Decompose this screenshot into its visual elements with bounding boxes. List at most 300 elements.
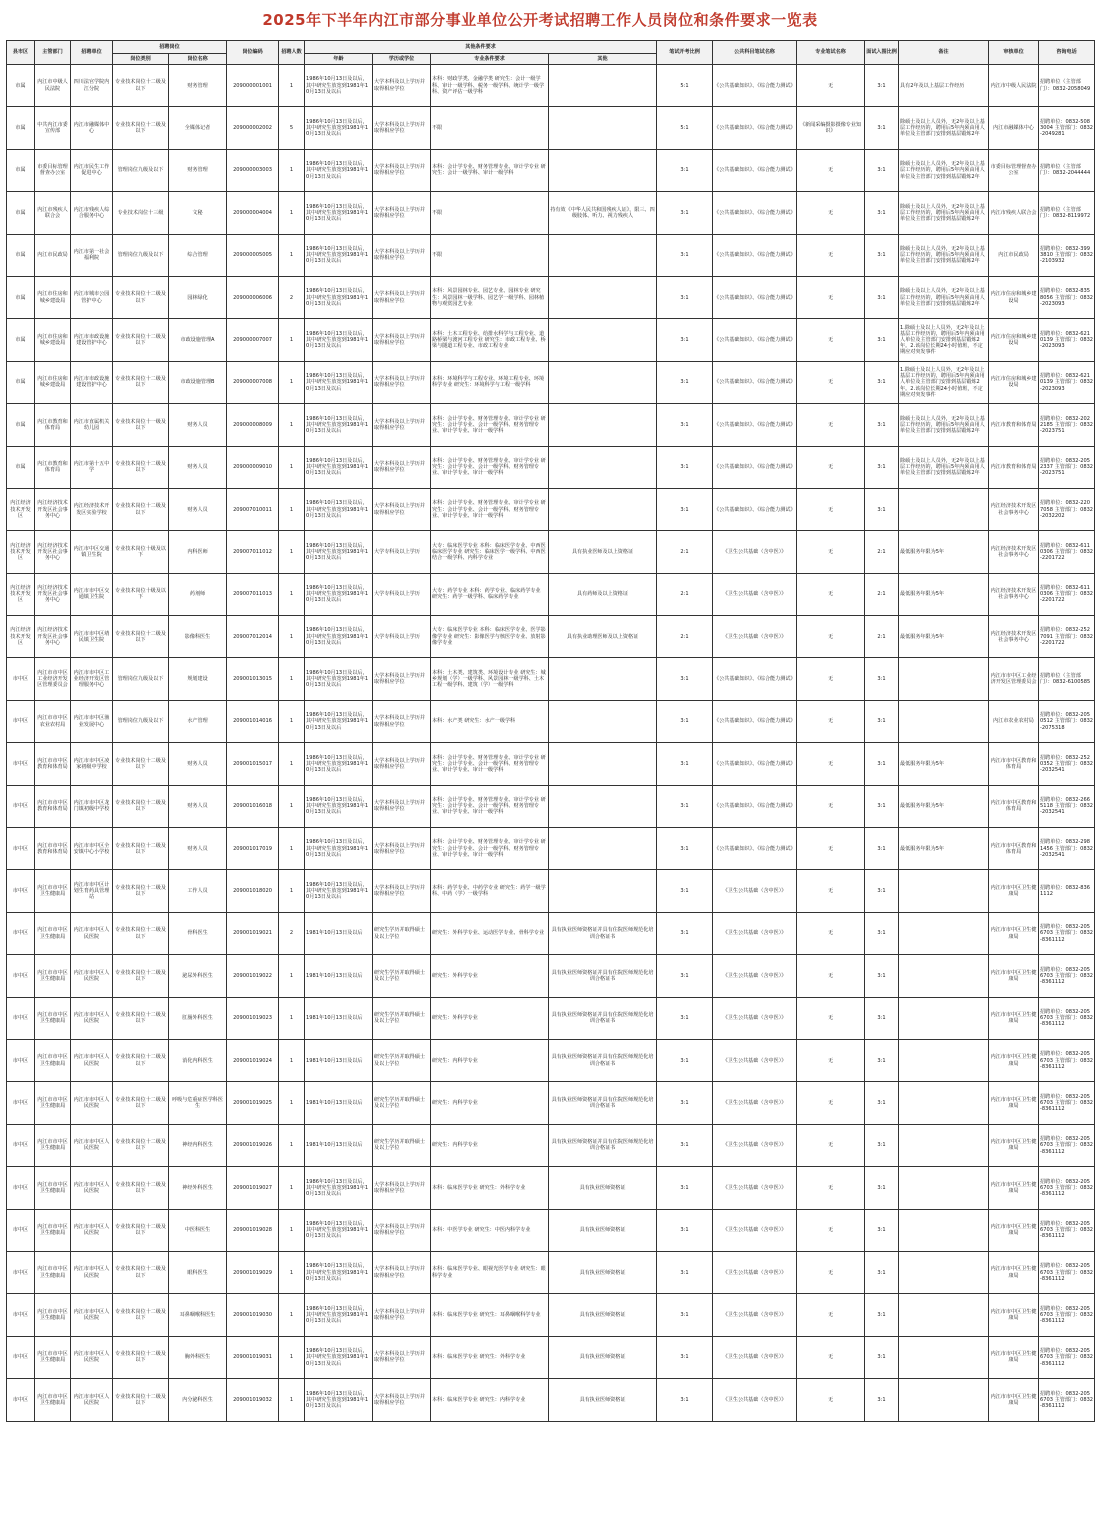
header-unit: 招聘单位 bbox=[71, 41, 113, 65]
cell-unit: 内江市民生工作促进中心 bbox=[71, 149, 113, 191]
table-row bbox=[7, 1251, 1095, 1293]
cell-age: 1986年10月13日及以后，其中研究生放宽到1981年10月13日及以后 bbox=[305, 743, 373, 785]
cell-prof: 无 bbox=[797, 361, 865, 403]
cell-age: 1986年10月13日及以后，其中研究生放宽到1981年10月13日及以后 bbox=[305, 149, 373, 191]
cell-edu: 大学本科及以上学历并取得相应学位 bbox=[373, 361, 431, 403]
cell-ratio: 3:1 bbox=[657, 870, 713, 912]
cell-dept: 中共内江市委宣传部 bbox=[35, 107, 71, 149]
cell-code: 209001019025 bbox=[227, 1082, 279, 1124]
cell-dept: 内江市教育和体育局 bbox=[35, 446, 71, 488]
cell-dept: 内江市市中区工业经济开发区管理委员会 bbox=[35, 658, 71, 700]
cell-phone: 招聘单位：0832-6110306 主管部门：0832-2201722 bbox=[1039, 573, 1095, 615]
cell-post-type: 专业技术岗位十二级及以下 bbox=[113, 65, 169, 107]
cell-code: 209007011013 bbox=[227, 573, 279, 615]
cell-code: 209001019031 bbox=[227, 1336, 279, 1378]
cell-post-type: 专业技术岗位十二级及以下 bbox=[113, 1251, 169, 1293]
header-phone: 咨询电话 bbox=[1039, 41, 1095, 65]
recruitment-table bbox=[6, 40, 1095, 1422]
cell-post-type: 专业技术岗位十二级及以下 bbox=[113, 446, 169, 488]
cell-dept: 内江市市中区卫生健康局 bbox=[35, 1294, 71, 1336]
cell-post-type: 专业技术岗位十级及以下 bbox=[113, 531, 169, 573]
cell-prof: 无 bbox=[797, 1039, 865, 1081]
cell-num: 2 bbox=[279, 912, 305, 954]
cell-phone: 招聘单位：0832-2052337 主管部门：0832-2023751 bbox=[1039, 446, 1095, 488]
cell-num: 1 bbox=[279, 828, 305, 870]
cell-code: 209007010011 bbox=[227, 488, 279, 530]
cell-remark: 除硕士及以上人员外，无2年及以上基层工作经历的，聘用后5年内须由用人单位及主管部门安排到基层锻炼2年 bbox=[899, 276, 989, 318]
cell-post-name: 神经内科医生 bbox=[169, 1124, 227, 1166]
cell-prof: 无 bbox=[797, 1209, 865, 1251]
cell-edu: 大学本科及以上学历并取得相应学位 bbox=[373, 828, 431, 870]
cell-dept: 内江市市中区教育和体育局 bbox=[35, 785, 71, 827]
cell-unit: 内江市市中区人民医院 bbox=[71, 1039, 113, 1081]
cell-edu: 研究生学历并取得硕士及以上学位 bbox=[373, 912, 431, 954]
cell-county: 市属 bbox=[7, 65, 35, 107]
cell-interview: 3:1 bbox=[865, 319, 899, 361]
cell-remark bbox=[899, 1039, 989, 1081]
table-row bbox=[7, 955, 1095, 997]
cell-post-type: 专业技术岗位十二级及以下 bbox=[113, 1124, 169, 1166]
cell-subject: 《卫生公共基础（含中医）》 bbox=[713, 1379, 797, 1421]
cell-other: 具有执业医师资格证 bbox=[549, 1379, 657, 1421]
cell-unit: 内江市市中区凌家初级中学校 bbox=[71, 743, 113, 785]
cell-major: 大专：临床医学专业 本科：临床医学专业、医学影像学专业 研究生：影像医学与核医学专业、放射影像学专业 bbox=[431, 616, 549, 658]
cell-post-name: 财务人员 bbox=[169, 743, 227, 785]
cell-post-type: 专业技术岗位十二级及以下 bbox=[113, 1167, 169, 1209]
cell-county: 市属 bbox=[7, 192, 35, 234]
cell-remark bbox=[899, 488, 989, 530]
cell-subject: 《公共基础知识》、《综合能力测试》 bbox=[713, 149, 797, 191]
cell-subject: 《卫生公共基础（含中医）》 bbox=[713, 1336, 797, 1378]
cell-ratio: 3:1 bbox=[657, 234, 713, 276]
cell-unit: 内江市中区交通镇卫生院 bbox=[71, 531, 113, 573]
cell-remark bbox=[899, 1124, 989, 1166]
cell-other bbox=[549, 785, 657, 827]
cell-edu: 大学专科及以上学历 bbox=[373, 573, 431, 615]
cell-phone: 招聘单位：0832-2056703 主管部门：0832-8361112 bbox=[1039, 1124, 1095, 1166]
cell-post-name: 市政设施管理A bbox=[169, 319, 227, 361]
cell-ratio: 3:1 bbox=[657, 404, 713, 446]
cell-county: 市中区 bbox=[7, 1209, 35, 1251]
table-row bbox=[7, 65, 1095, 107]
cell-interview: 3:1 bbox=[865, 234, 899, 276]
cell-num: 1 bbox=[279, 743, 305, 785]
table-row bbox=[7, 1209, 1095, 1251]
cell-interview: 3:1 bbox=[865, 276, 899, 318]
cell-num: 1 bbox=[279, 1379, 305, 1421]
cell-county: 内江经济技术开发区 bbox=[7, 531, 35, 573]
cell-post-name: 内科医师 bbox=[169, 531, 227, 573]
cell-age: 1986年10月13日及以后，其中研究生放宽到1981年10月13日及以后 bbox=[305, 531, 373, 573]
cell-county: 市中区 bbox=[7, 1082, 35, 1124]
cell-code: 209000002002 bbox=[227, 107, 279, 149]
cell-post-name: 综合管理 bbox=[169, 234, 227, 276]
table-row bbox=[7, 700, 1095, 742]
cell-major: 本科：会计学专业、财务管理专业、审计学专业 研究生：会计学专业、会计一级学科、财务管理专业、审计学专业、审计一级学科 bbox=[431, 785, 549, 827]
cell-other bbox=[549, 828, 657, 870]
cell-major: 本科：临床医学专业 研究生：内科学专业 bbox=[431, 1379, 549, 1421]
cell-remark: 除硕士及以上人员外，无2年及以上基层工作经历的，聘用后5年内须由用人单位及主管部门安排到基层锻炼2年 bbox=[899, 107, 989, 149]
cell-code: 209001019021 bbox=[227, 912, 279, 954]
cell-phone: 招聘单位：0832-2056703 主管部门：0832-8361112 bbox=[1039, 1336, 1095, 1378]
cell-other bbox=[549, 404, 657, 446]
cell-phone: 招聘单位：0832-6110306 主管部门：0832-2201722 bbox=[1039, 531, 1095, 573]
cell-post-type: 专业技术岗位十二级及以下 bbox=[113, 361, 169, 403]
cell-unit: 四川法官学院内江分院 bbox=[71, 65, 113, 107]
cell-county: 市中区 bbox=[7, 1124, 35, 1166]
table-row bbox=[7, 404, 1095, 446]
header-cond-group: 其他条件要求 bbox=[305, 41, 657, 54]
cell-interview: 2:1 bbox=[865, 531, 899, 573]
cell-dept: 内江市残疾人联合会 bbox=[35, 192, 71, 234]
cell-ratio: 3:1 bbox=[657, 1124, 713, 1166]
table-row bbox=[7, 192, 1095, 234]
cell-age: 1981年10月13日及以后 bbox=[305, 1124, 373, 1166]
cell-code: 209000003003 bbox=[227, 149, 279, 191]
cell-other: 具有药师及以上资格证 bbox=[549, 573, 657, 615]
cell-interview: 3:1 bbox=[865, 404, 899, 446]
cell-interview: 2:1 bbox=[865, 573, 899, 615]
cell-age: 1986年10月13日及以后，其中研究生放宽到1981年10月13日及以后 bbox=[305, 785, 373, 827]
cell-unit: 内江市市中区交通镇卫生院 bbox=[71, 573, 113, 615]
cell-post-type: 专业技术岗位十三级 bbox=[113, 192, 169, 234]
cell-edu: 大学本科及以上学历并取得相应学位 bbox=[373, 1251, 431, 1293]
cell-phone: 招聘单位（主管部门）：0832-2044444 bbox=[1039, 149, 1095, 191]
cell-post-name: 财务管理 bbox=[169, 65, 227, 107]
cell-age: 1981年10月13日及以后 bbox=[305, 912, 373, 954]
cell-prof: 无 bbox=[797, 1379, 865, 1421]
cell-dept: 内江市中级人民法院 bbox=[35, 65, 71, 107]
cell-other bbox=[549, 700, 657, 742]
cell-num: 1 bbox=[279, 1082, 305, 1124]
cell-other bbox=[549, 446, 657, 488]
cell-code: 209000005005 bbox=[227, 234, 279, 276]
cell-major: 本科：会计学专业、财务管理专业、审计学专业 研究生：会计学专业、会计一级学科、财务管理专业、审计学专业、审计一级学科 bbox=[431, 488, 549, 530]
cell-ratio: 3:1 bbox=[657, 1251, 713, 1293]
cell-post-type: 专业技术岗位十二级及以下 bbox=[113, 1039, 169, 1081]
cell-code: 209000006006 bbox=[227, 276, 279, 318]
cell-county: 市属 bbox=[7, 107, 35, 149]
page-title: 2025年下半年内江市部分事业单位公开考试招聘工作人员岗位和条件要求一览表 bbox=[262, 11, 818, 29]
cell-phone: 招聘单位：0832-2056703 主管部门：0832-8361112 bbox=[1039, 912, 1095, 954]
cell-unit: 内江市市中区人民医院 bbox=[71, 1124, 113, 1166]
cell-county: 市中区 bbox=[7, 1294, 35, 1336]
cell-edu: 大学本科及以上学历并取得相应学位 bbox=[373, 1167, 431, 1209]
cell-dept: 内江市住房和城乡建设局 bbox=[35, 319, 71, 361]
cell-county: 市中区 bbox=[7, 870, 35, 912]
cell-dept: 内江经济技术开发区社会事务中心 bbox=[35, 616, 71, 658]
cell-ratio: 3:1 bbox=[657, 488, 713, 530]
cell-remark: 最低服务年限为5年 bbox=[899, 785, 989, 827]
cell-post-type: 专业技术岗位十二级及以下 bbox=[113, 743, 169, 785]
cell-unit: 内江经济技术开发区实验学校 bbox=[71, 488, 113, 530]
cell-remark bbox=[899, 700, 989, 742]
cell-unit: 内江市融媒体中心 bbox=[71, 107, 113, 149]
cell-remark bbox=[899, 1251, 989, 1293]
cell-major: 本科：临床医学专业、眼视光医学专业 研究生：眼科学专业 bbox=[431, 1251, 549, 1293]
cell-major: 不限 bbox=[431, 107, 549, 149]
cell-num: 1 bbox=[279, 1167, 305, 1209]
cell-unit: 内江市市政设施建设管护中心 bbox=[71, 361, 113, 403]
cell-subject: 《卫生公共基础（含中医）》 bbox=[713, 1039, 797, 1081]
cell-num: 1 bbox=[279, 573, 305, 615]
cell-audit: 市委目标管理督查办公室 bbox=[989, 149, 1039, 191]
cell-post-type: 专业技术岗位十二级及以下 bbox=[113, 997, 169, 1039]
cell-major: 本科：临床医学专业 研究生：外科学专业 bbox=[431, 1336, 549, 1378]
cell-major: 大专：临床医学专业 本科：临床医学专业、中西医临床医学专业 研究生：临床医学一级学科、中西医结合一级学科、内科学专业 bbox=[431, 531, 549, 573]
header-post-group: 招聘岗位 bbox=[113, 41, 227, 54]
table-row bbox=[7, 1294, 1095, 1336]
table-row bbox=[7, 488, 1095, 530]
cell-other: 具有执业医师及以上资格证 bbox=[549, 531, 657, 573]
cell-ratio: 2:1 bbox=[657, 573, 713, 615]
table-row bbox=[7, 828, 1095, 870]
cell-audit: 内江市市中区教育和体育局 bbox=[989, 785, 1039, 827]
table-row bbox=[7, 531, 1095, 573]
cell-age: 1986年10月13日及以后，其中研究生放宽到1981年10月13日及以后 bbox=[305, 658, 373, 700]
header-edu: 学历或学位 bbox=[373, 54, 431, 65]
cell-audit: 内江经济技术开发区社会事务中心 bbox=[989, 573, 1039, 615]
cell-dept: 内江市市中区卫生健康局 bbox=[35, 1209, 71, 1251]
cell-code: 209001019022 bbox=[227, 955, 279, 997]
cell-other: 具有执业医师资格证 bbox=[549, 1251, 657, 1293]
cell-prof: 无 bbox=[797, 234, 865, 276]
cell-county: 市中区 bbox=[7, 955, 35, 997]
cell-unit: 内江市城市公园管护中心 bbox=[71, 276, 113, 318]
cell-other: 持有效《中华人民共和国残疾人证》，限三、四级肢体、听力、视力残疾人 bbox=[549, 192, 657, 234]
cell-num: 1 bbox=[279, 404, 305, 446]
cell-major: 本科：中医学专业 研究生：中医内科学专业 bbox=[431, 1209, 549, 1251]
cell-other: 具有执业医师资格证 bbox=[549, 1294, 657, 1336]
cell-major: 本科：风景园林专业、园艺专业、园林专业 研究生：风景园林一级学科、园艺学一级学科、园林植物与观赏园艺专业 bbox=[431, 276, 549, 318]
cell-unit: 内江市市中区渔业发展中心 bbox=[71, 700, 113, 742]
cell-ratio: 3:1 bbox=[657, 361, 713, 403]
cell-audit: 内江市教育和体育局 bbox=[989, 446, 1039, 488]
cell-age: 1986年10月13日及以后，其中研究生放宽到1981年10月13日及以后 bbox=[305, 65, 373, 107]
cell-audit: 内江市市中区卫生健康局 bbox=[989, 1251, 1039, 1293]
cell-audit: 内江市市中区卫生健康局 bbox=[989, 1336, 1039, 1378]
cell-unit: 内江市市中区人民医院 bbox=[71, 1294, 113, 1336]
cell-post-name: 胸外科医生 bbox=[169, 1336, 227, 1378]
cell-post-name: 财务人员 bbox=[169, 446, 227, 488]
cell-age: 1986年10月13日及以后，其中研究生放宽到1981年10月13日及以后 bbox=[305, 700, 373, 742]
cell-interview: 3:1 bbox=[865, 870, 899, 912]
cell-dept: 内江市市中区卫生健康局 bbox=[35, 955, 71, 997]
cell-interview: 2:1 bbox=[865, 616, 899, 658]
cell-audit: 内江市住房和城乡建设局 bbox=[989, 361, 1039, 403]
cell-edu: 大学本科及以上学历并取得相应学位 bbox=[373, 192, 431, 234]
header-prof: 专业笔试名称 bbox=[797, 41, 865, 65]
cell-post-name: 耳鼻咽喉科医生 bbox=[169, 1294, 227, 1336]
cell-code: 209001019028 bbox=[227, 1209, 279, 1251]
cell-subject: 《卫生公共基础（含中医）》 bbox=[713, 1124, 797, 1166]
cell-age: 1986年10月13日及以后，其中研究生放宽到1981年10月13日及以后 bbox=[305, 1336, 373, 1378]
cell-county: 市中区 bbox=[7, 785, 35, 827]
cell-audit: 内江市市中区卫生健康局 bbox=[989, 955, 1039, 997]
cell-ratio: 3:1 bbox=[657, 149, 713, 191]
cell-num: 1 bbox=[279, 65, 305, 107]
cell-num: 1 bbox=[279, 785, 305, 827]
cell-post-name: 财务人员 bbox=[169, 828, 227, 870]
cell-subject: 《卫生公共基础（含中医）》 bbox=[713, 997, 797, 1039]
cell-other: 具有执业医师资格证 bbox=[549, 1167, 657, 1209]
cell-other: 具有执业医师资格证 bbox=[549, 1209, 657, 1251]
cell-ratio: 3:1 bbox=[657, 1379, 713, 1421]
cell-major: 本科：环境科学与工程专业、环境工程专业、环境科学专业 研究生：环境科学与工程一级学科 bbox=[431, 361, 549, 403]
table-row bbox=[7, 616, 1095, 658]
cell-unit: 内江市市中区人民医院 bbox=[71, 1167, 113, 1209]
cell-audit: 内江市残疾人联合会 bbox=[989, 192, 1039, 234]
cell-interview: 3:1 bbox=[865, 1209, 899, 1251]
cell-major: 研究生：外科学专业、运动医学专业、骨科学专业 bbox=[431, 912, 549, 954]
cell-post-name: 影像科医生 bbox=[169, 616, 227, 658]
cell-age: 1986年10月13日及以后，其中研究生放宽到1981年10月13日及以后 bbox=[305, 870, 373, 912]
cell-post-name: 内分泌科医生 bbox=[169, 1379, 227, 1421]
cell-prof: 无 bbox=[797, 488, 865, 530]
cell-post-name: 财务人员 bbox=[169, 404, 227, 446]
cell-edu: 大学本科及以上学历并取得相应学位 bbox=[373, 276, 431, 318]
cell-num: 5 bbox=[279, 107, 305, 149]
cell-subject: 《公共基础知识》、《综合能力测试》 bbox=[713, 404, 797, 446]
cell-audit: 内江市市中区教育和体育局 bbox=[989, 743, 1039, 785]
cell-audit: 内江市市中区卫生健康局 bbox=[989, 1167, 1039, 1209]
cell-remark bbox=[899, 1167, 989, 1209]
cell-remark: 除硕士及以上人员外，无2年及以上基层工作经历的，聘用后5年内须由用人单位及主管部门安排到基层锻炼2年 bbox=[899, 192, 989, 234]
cell-dept: 内江市住房和城乡建设局 bbox=[35, 276, 71, 318]
cell-interview: 3:1 bbox=[865, 1039, 899, 1081]
cell-audit: 内江市民政局 bbox=[989, 234, 1039, 276]
cell-post-name: 消化内科医生 bbox=[169, 1039, 227, 1081]
cell-other bbox=[549, 870, 657, 912]
cell-audit: 内江市市中区卫生健康局 bbox=[989, 1209, 1039, 1251]
cell-ratio: 3:1 bbox=[657, 912, 713, 954]
cell-num: 1 bbox=[279, 1294, 305, 1336]
cell-unit: 内江市市政设施建设管护中心 bbox=[71, 319, 113, 361]
cell-remark: 最低服务年限为5年 bbox=[899, 531, 989, 573]
cell-audit: 内江市市中区工业经济开发区管理委员会 bbox=[989, 658, 1039, 700]
cell-interview: 3:1 bbox=[865, 192, 899, 234]
cell-post-type: 专业技术岗位十二级及以下 bbox=[113, 276, 169, 318]
cell-phone: 招聘单位：0832-3993810 主管部门：0832-2103932 bbox=[1039, 234, 1095, 276]
cell-prof: 无 bbox=[797, 319, 865, 361]
header-other: 其他 bbox=[549, 54, 657, 65]
cell-dept: 内江市市中区卫生健康局 bbox=[35, 1082, 71, 1124]
cell-age: 1981年10月13日及以后 bbox=[305, 955, 373, 997]
cell-num: 1 bbox=[279, 1124, 305, 1166]
cell-post-name: 市政设施管理B bbox=[169, 361, 227, 403]
cell-county: 市中区 bbox=[7, 700, 35, 742]
cell-county: 市中区 bbox=[7, 1251, 35, 1293]
cell-dept: 内江市市中区卫生健康局 bbox=[35, 1124, 71, 1166]
cell-unit: 内江市市中区靖民镇卫生院 bbox=[71, 616, 113, 658]
cell-age: 1986年10月13日及以后，其中研究生放宽到1981年10月13日及以后 bbox=[305, 1251, 373, 1293]
cell-unit: 内江市第一社会福利院 bbox=[71, 234, 113, 276]
cell-prof: 无 bbox=[797, 149, 865, 191]
cell-other bbox=[549, 234, 657, 276]
cell-interview: 3:1 bbox=[865, 997, 899, 1039]
cell-major: 研究生：内科学专业 bbox=[431, 1039, 549, 1081]
cell-code: 209001019026 bbox=[227, 1124, 279, 1166]
cell-phone: 招聘单位（主管部门）：0832-2058049 bbox=[1039, 65, 1095, 107]
cell-dept: 内江市市中区卫生健康局 bbox=[35, 1336, 71, 1378]
cell-remark bbox=[899, 1336, 989, 1378]
cell-dept: 市委目标管理督查办公室 bbox=[35, 149, 71, 191]
cell-ratio: 3:1 bbox=[657, 1082, 713, 1124]
cell-age: 1981年10月13日及以后 bbox=[305, 1082, 373, 1124]
header-age: 年龄 bbox=[305, 54, 373, 65]
cell-num: 1 bbox=[279, 1336, 305, 1378]
cell-phone: 招聘单位：0832-2056703 主管部门：0832-8361112 bbox=[1039, 1379, 1095, 1421]
cell-edu: 研究生学历并取得硕士及以上学位 bbox=[373, 1082, 431, 1124]
cell-post-name: 骨科医生 bbox=[169, 912, 227, 954]
cell-age: 1986年10月13日及以后，其中研究生放宽到1981年10月13日及以后 bbox=[305, 361, 373, 403]
cell-code: 209000007008 bbox=[227, 361, 279, 403]
cell-audit: 内江市市中区卫生健康局 bbox=[989, 870, 1039, 912]
cell-major: 本科：财政学类、金融学类 研究生：会计一级学科、审计一级学科、税务一级学科、统计学一级学科、资产评估一级学科 bbox=[431, 65, 549, 107]
cell-edu: 大学本科及以上学历并取得相应学位 bbox=[373, 404, 431, 446]
cell-ratio: 2:1 bbox=[657, 531, 713, 573]
cell-audit: 内江市市中区卫生健康局 bbox=[989, 1379, 1039, 1421]
cell-dept: 内江市民政局 bbox=[35, 234, 71, 276]
table-row bbox=[7, 1336, 1095, 1378]
cell-code: 209001019027 bbox=[227, 1167, 279, 1209]
cell-subject: 《卫生公共基础（含中医）》 bbox=[713, 955, 797, 997]
cell-unit: 内江市市中区人民医院 bbox=[71, 912, 113, 954]
cell-post-name: 财务人员 bbox=[169, 785, 227, 827]
cell-ratio: 3:1 bbox=[657, 276, 713, 318]
cell-ratio: 3:1 bbox=[657, 319, 713, 361]
cell-interview: 3:1 bbox=[865, 785, 899, 827]
cell-interview: 3:1 bbox=[865, 1379, 899, 1421]
cell-major: 本科：临床医学专业 研究生：耳鼻咽喉科学专业 bbox=[431, 1294, 549, 1336]
cell-post-type: 专业技术岗位十二级及以下 bbox=[113, 912, 169, 954]
cell-edu: 大学本科及以上学历并取得相应学位 bbox=[373, 785, 431, 827]
table-row bbox=[7, 1039, 1095, 1081]
cell-code: 209001019032 bbox=[227, 1379, 279, 1421]
cell-subject: 《公共基础知识》、《综合能力测试》 bbox=[713, 658, 797, 700]
cell-ratio: 3:1 bbox=[657, 1294, 713, 1336]
cell-code: 209001017019 bbox=[227, 828, 279, 870]
cell-other: 具有执业医师资格证 bbox=[549, 1336, 657, 1378]
cell-audit: 内江市市中区卫生健康局 bbox=[989, 1124, 1039, 1166]
cell-county: 市中区 bbox=[7, 658, 35, 700]
cell-interview: 3:1 bbox=[865, 107, 899, 149]
header-subject: 公共科目笔试名称 bbox=[713, 41, 797, 65]
cell-remark: 具有2年及以上基层工作经历 bbox=[899, 65, 989, 107]
header-dept: 主管部门 bbox=[35, 41, 71, 65]
cell-age: 1986年10月13日及以后，其中研究生放宽到1981年10月13日及以后 bbox=[305, 276, 373, 318]
cell-num: 1 bbox=[279, 149, 305, 191]
table-row bbox=[7, 1167, 1095, 1209]
cell-other bbox=[549, 658, 657, 700]
cell-interview: 3:1 bbox=[865, 1294, 899, 1336]
header-major: 专业条件要求 bbox=[431, 54, 549, 65]
cell-post-type: 专业技术岗位十二级及以下 bbox=[113, 1294, 169, 1336]
cell-unit: 内江市直属机关幼儿园 bbox=[71, 404, 113, 446]
table-row bbox=[7, 658, 1095, 700]
cell-subject: 《卫生公共基础（含中医）》 bbox=[713, 1294, 797, 1336]
cell-major: 研究生：外科学专业 bbox=[431, 997, 549, 1039]
cell-prof: 无 bbox=[797, 276, 865, 318]
cell-ratio: 5:1 bbox=[657, 65, 713, 107]
cell-unit: 内江市市中区人民医院 bbox=[71, 997, 113, 1039]
cell-ratio: 3:1 bbox=[657, 1167, 713, 1209]
cell-prof: 无 bbox=[797, 912, 865, 954]
cell-edu: 大学本科及以上学历并取得相应学位 bbox=[373, 446, 431, 488]
cell-edu: 大学本科及以上学历并取得相应学位 bbox=[373, 743, 431, 785]
cell-prof: 无 bbox=[797, 573, 865, 615]
cell-post-type: 专业技术岗位十二级及以下 bbox=[113, 319, 169, 361]
